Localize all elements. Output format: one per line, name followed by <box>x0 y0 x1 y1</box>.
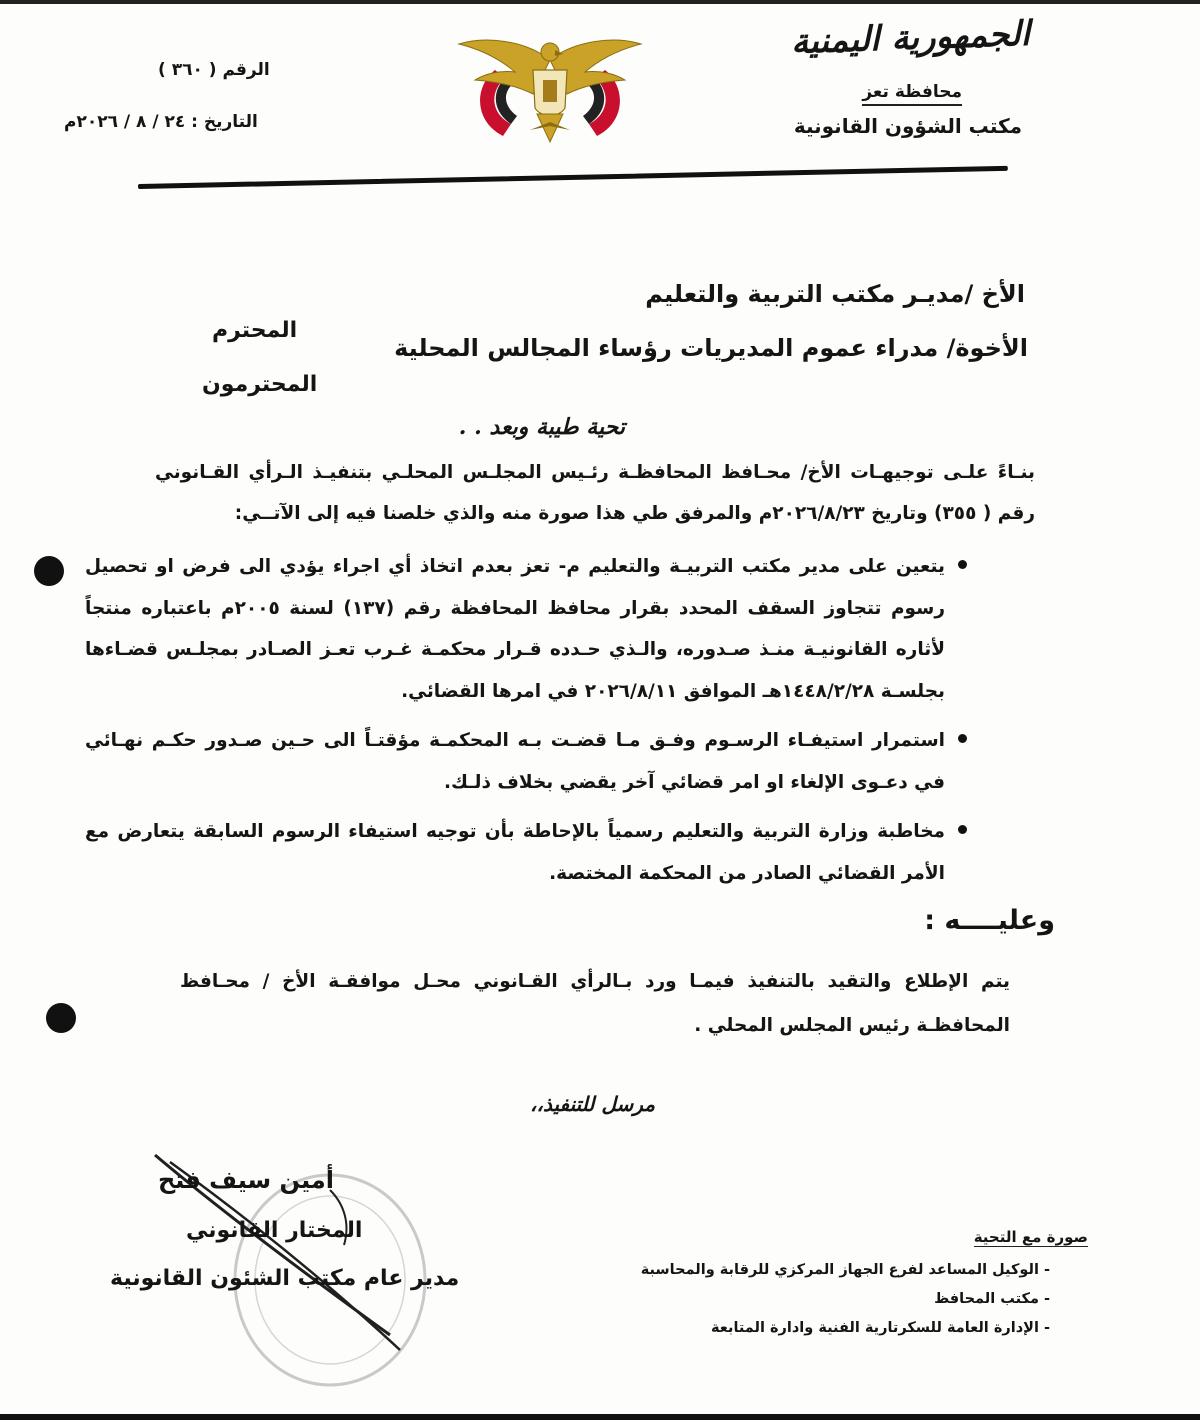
list-item: - الإدارة العامة للسكرتارية الفنية وادارة المتابعة <box>641 1314 1050 1343</box>
list-item: مخاطبة وزارة التربية والتعليم رسمياً بالإحاطة بأن توجيه استيفاء الرسوم السابقة يتعارض مع الأمر القضائي الصادر من المحكمة المختصة. <box>85 811 945 894</box>
cc-list <box>641 1256 1050 1343</box>
office-name: مكتب الشؤون القانونية <box>793 114 1022 138</box>
punch-hole-mark <box>46 1003 76 1033</box>
punch-hole-mark <box>34 556 64 586</box>
list-item: يتعين على مدير مكتب التربيـة والتعليم م- تعز بعدم اتخاذ أي اجراء يؤدي الى فرض او تحصيل رسوم تتجاوز السقف المحدد بقرار محافظ المحافظة رقم (١٣٧) لسنة ٢٠٠٥م باعتباره منتجاً لأثاره القانونيـة منـذ صـدوره، والـذي حـدده قـرار محكمـة غـرب تعـز الصـادر بمجلـس قضـاءها بجلسـة ١٤٤٨/٢/٢٨هـ الموافق ٢٠٢٦/٨/١١ في امرها القضائي. <box>85 546 945 712</box>
signatory-name: أمين سيف فتح <box>158 1166 334 1194</box>
governorate-name: محافظة تعز <box>862 82 962 106</box>
conclusion-paragraph: يتم الإطلاع والتقيد بالتنفيذ فيمـا ورد بـالرأي القـانوني محـل موافقـة الأخ / محـافظ المحافظـة رئيس المجلس المحلي . <box>180 971 1010 1036</box>
greeting: تحية طيبة وبعد . . <box>458 414 625 440</box>
respect-honorific-2: المحترمون <box>202 372 318 397</box>
intro-paragraph: بنـاءً علـى توجيهـات الأخ/ محـافظ المحافظـة رئـيس المجلـس المحلـي بتنفيـذ الـرأي القـانوني رقم ( ٣٥٥) وتاريخ ٢٠٢٦/٨/٢٣م والمرفق طي هذا صورة منه والذي خلصنا فيه إلى الآتــي: <box>155 462 1035 524</box>
cc-title: صورة مع التحية <box>973 1228 1088 1246</box>
header-divider <box>138 166 1008 189</box>
republic-title: الجمهورية اليمنية <box>790 13 1031 63</box>
points-list <box>85 546 945 902</box>
bottom-border <box>0 1414 1200 1420</box>
signatory-title: المختار القانوني <box>186 1218 363 1243</box>
top-border <box>0 0 1200 4</box>
reference-date: التاريخ : ٢٤ / ٨ / ٢٠٢٦م <box>64 112 258 132</box>
list-item: - الوكيل المساعد لفرع الجهاز المركزي للرقابة والمحاسبة <box>641 1256 1050 1285</box>
sent-for-execution: مرسل للتنفيذ،، <box>530 1092 655 1116</box>
respect-honorific-1: المحترم <box>212 318 298 343</box>
addressee-line-2: الأخوة/ مدراء عموم المديريات رؤساء المجالس المحلية <box>394 334 1028 362</box>
list-item: - مكتب المحافظ <box>641 1285 1050 1314</box>
yemen-eagle-emblem <box>455 30 645 155</box>
addressee-line-1: الأخ /مديـر مكتب التربية والتعليم <box>645 280 1025 308</box>
wa-alayh-heading: وعليــــه : <box>924 905 1055 936</box>
signatory-role: مدير عام مكتب الشئون القانونية <box>110 1266 460 1291</box>
list-item: استمرار استيفـاء الرسـوم وفـق مـا قضـت بـه المحكمـة مؤقتـاً الى حـين صـدور حكـم نهـائي في دعـوى الإلغاء او امر قضائي آخر يقضي بخلاف ذلـك. <box>85 720 945 803</box>
reference-number: الرقم ( ٣٦٠ ) <box>158 60 270 80</box>
